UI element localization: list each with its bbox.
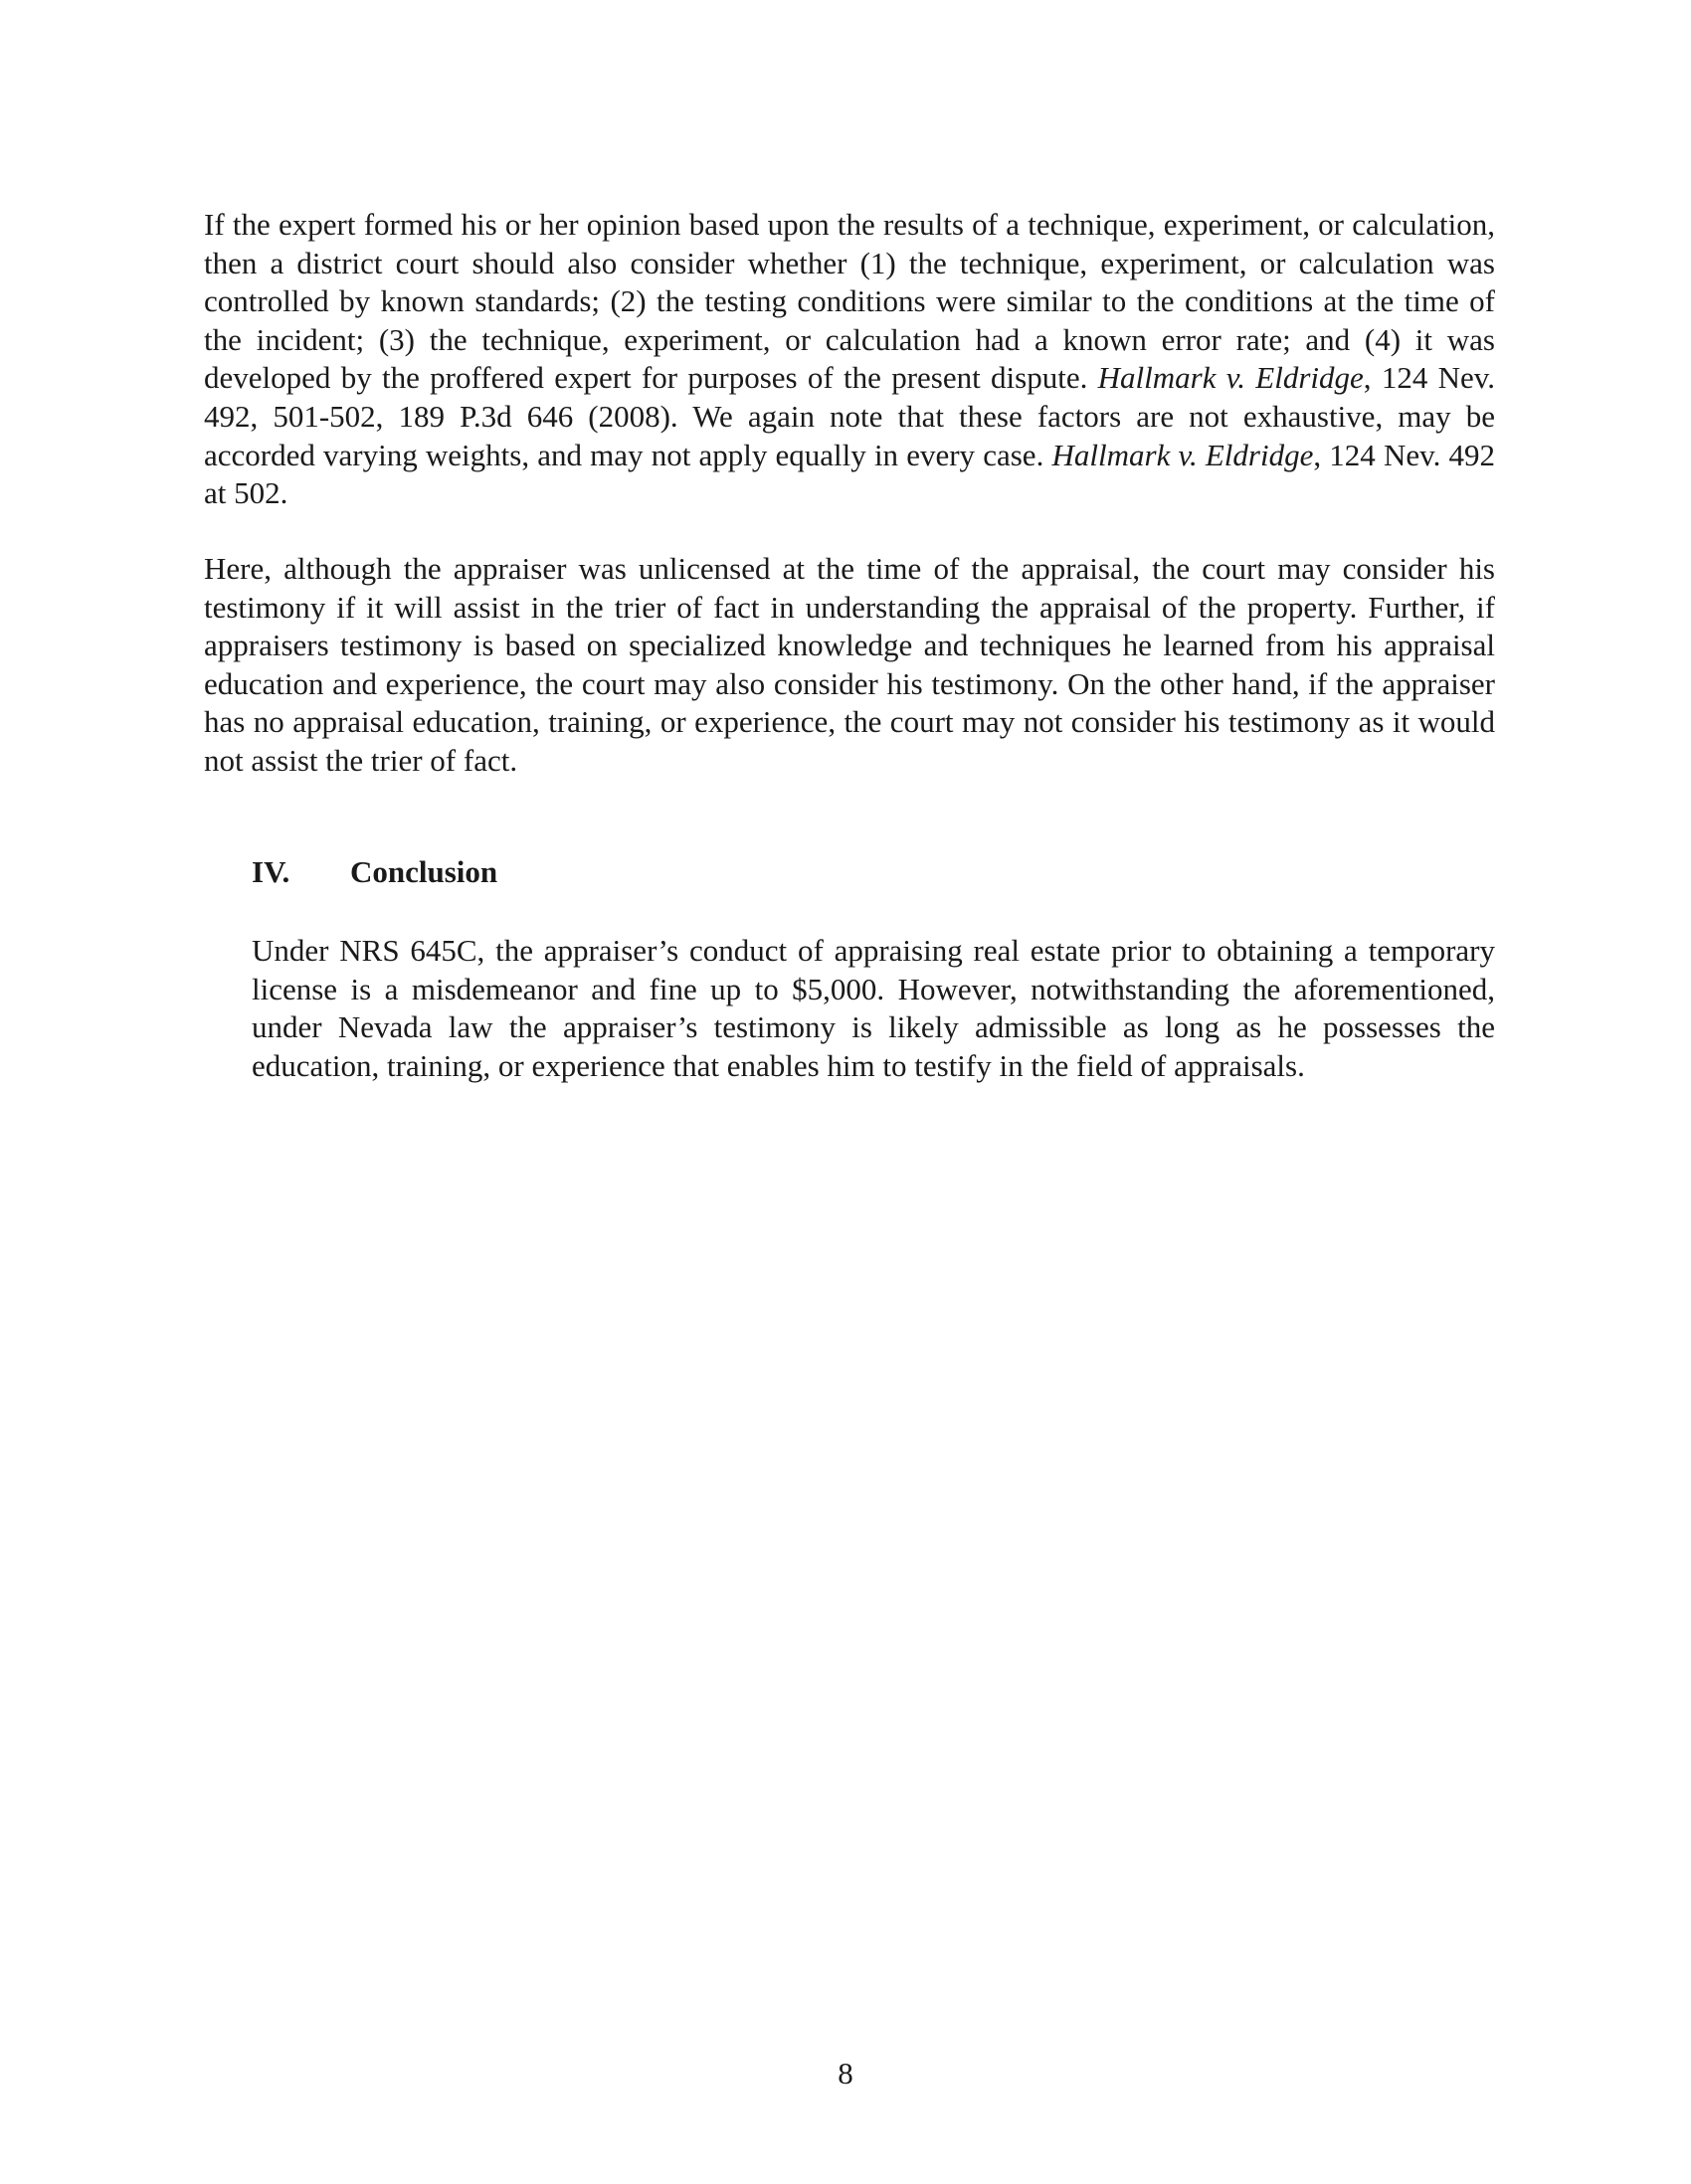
paragraph-conclusion: Under NRS 645C, the appraiser’s conduct of appraising real estate prior to obtaining a temporary license is a misdemeanor and fine up to $5,000. However, notwithstanding the aforementioned, under Nevada law the appraiser’s testimony is likely admissible as long as he possesses the education, training, or experience that enables him to testify in the field of appraisals. — [252, 933, 1495, 1083]
page-number: 8 — [838, 2056, 853, 2091]
case-citation: Hallmark v. Eldridge — [1097, 360, 1364, 396]
section-number: IV. — [252, 854, 290, 889]
paragraph-expert-factors — [204, 206, 1495, 513]
section-heading — [252, 853, 497, 891]
paragraph-appraiser-testimony: Here, although the appraiser was unlicensed at the time of the appraisal, the court may consider his testimony if it will assist in the trier of fact in understanding the appraisal of the property. Further, if appraisers testimony is based on specialized knowledge and techniques he learned from his appraisal education and experience, the court may also consider his testimony. On the other hand, if the appraiser has no appraisal education, training, or experience, the court may not consider his testimony as it would not assist the trier of fact. — [204, 551, 1495, 778]
section-title: Conclusion — [350, 854, 498, 889]
paragraph-text: If the expert formed his or her opinion based upon the results of a technique, experiment, or calculation, then a district court should also consider whether (1) the technique, experiment, or calculation was controlled by known standards; (2) the testing conditions were similar to the conditions at the time of the incident; (3) the technique, experiment, or calculation had a known error rate; and (4) it was developed by the proffered expert for purposes of the present dispute. — [204, 207, 1495, 396]
paragraph-text: , 124 Nev. 492 at 502. — [204, 437, 1495, 511]
case-citation: Hallmark v. Eldridge — [1051, 437, 1314, 472]
paragraph-text: , 124 Nev. 492, 501-502, 189 P.3d 646 (2008). We again note that these factors are not exhaustive, may be accorded varying weights, and may not apply equally in every case. — [204, 360, 1495, 472]
